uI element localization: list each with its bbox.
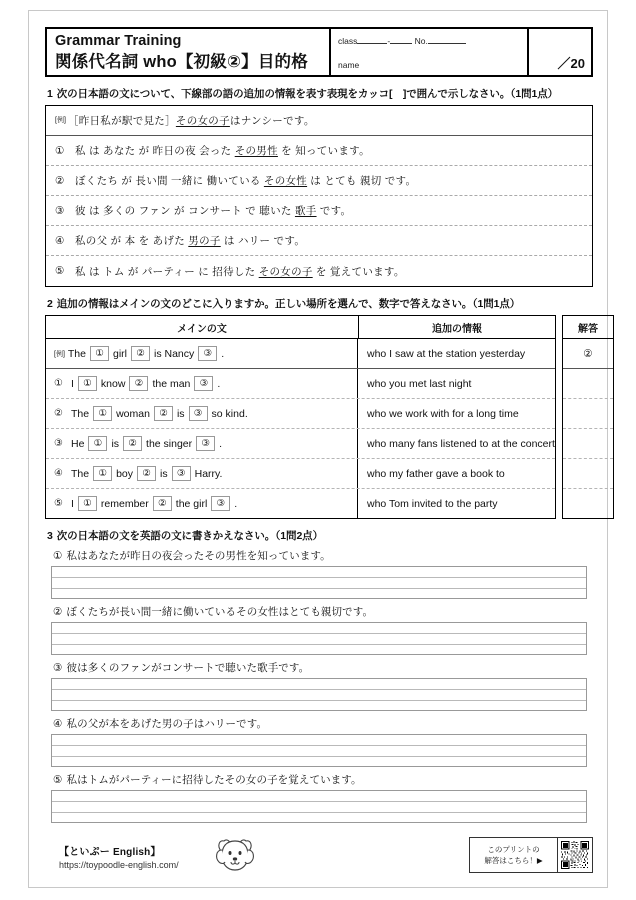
section1-box <box>45 105 593 287</box>
slot-1[interactable]: ① <box>78 496 97 511</box>
question-text <box>53 548 593 563</box>
writing-line <box>52 802 586 813</box>
writing-line <box>52 735 586 746</box>
writing-line <box>52 791 586 802</box>
slot-2[interactable]: ② <box>129 376 148 391</box>
sentence-word: is Nancy <box>154 347 195 360</box>
no-blank[interactable] <box>428 43 466 44</box>
column-header-answer: 解答 <box>563 316 613 339</box>
writing-line <box>52 645 586 656</box>
slot-2[interactable]: ② <box>154 406 173 421</box>
sentence-word: I <box>71 377 74 390</box>
writing-line <box>52 634 586 645</box>
slot-3[interactable]: ③ <box>189 406 208 421</box>
row-number: ① <box>55 144 65 157</box>
row-number: ⑤ <box>54 498 63 509</box>
slot-3: ③ <box>198 346 217 361</box>
class-number-line <box>338 36 466 46</box>
section1-row[interactable] <box>46 166 592 196</box>
section1-example-row <box>46 106 592 136</box>
sentence-word: The <box>71 407 90 420</box>
section3-item <box>45 660 593 711</box>
writing-line <box>52 701 586 712</box>
sentence-tail: Harry. <box>194 467 223 480</box>
section1-row[interactable] <box>46 256 592 286</box>
row-text: 彼 は 多くの ファン が コンサート で 聴いた 歌手 です。 <box>75 205 352 217</box>
section2-instruction: 追加の情報はメインの文のどこに入りますか。正しい場所を選んで、数字で答えなさい。（1問1点） <box>56 298 521 310</box>
qr-code-icon <box>558 838 592 872</box>
table-row[interactable] <box>46 399 555 429</box>
row-number: ⑤ <box>55 265 65 277</box>
main-sentence <box>46 369 358 398</box>
section2-tables <box>45 315 598 519</box>
slot-1[interactable]: ① <box>78 376 97 391</box>
section2-heading <box>47 296 593 311</box>
item-japanese: 私の父が本をあげた男の子はハリーです。 <box>66 718 268 730</box>
writing-line <box>52 757 586 768</box>
slot-2[interactable]: ② <box>153 496 172 511</box>
column-header-additional: 追加の情報 <box>431 323 482 335</box>
section3-instruction: 次の日本語の文を英語の文に書きかえなさい。（1問2点） <box>56 530 323 542</box>
student-info-block <box>331 29 529 75</box>
worksheet-page <box>28 10 608 888</box>
sentence-word: girl <box>112 347 127 360</box>
score-total: ／20 <box>557 56 585 71</box>
answer-cell[interactable] <box>563 429 613 459</box>
sentence-word: is <box>111 437 120 450</box>
section2-main-table <box>45 315 556 519</box>
column-header-main: メインの文 <box>46 316 359 338</box>
additional-info: who many fans listened to at the concert <box>367 437 555 450</box>
sentence-period: . <box>219 437 223 450</box>
section2-answer-table <box>562 315 614 519</box>
name-line[interactable] <box>338 60 359 70</box>
answer-writing-box[interactable] <box>51 678 587 711</box>
section3-item <box>45 604 593 655</box>
row-number: ② <box>55 174 65 187</box>
section1-instruction: 次の日本語の文について、下線部の語の追加の情報を表す表現をカッコ[ ]で囲んで示しなさい。（1問1点） <box>56 88 559 100</box>
worksheet-footer <box>45 831 593 881</box>
row-number: ④ <box>54 468 63 479</box>
row-text: 私の父 が 本 を あげた 男の子 は ハリー です。 <box>75 235 306 247</box>
brand-url: https://toypoodle-english.com/ <box>59 860 179 870</box>
sentence-period: . <box>221 347 225 360</box>
section1-row[interactable] <box>46 196 592 226</box>
sentence-period: . <box>217 377 221 390</box>
section3-item <box>45 548 593 599</box>
sentence-tail: so kind. <box>211 407 248 420</box>
table-row[interactable] <box>46 369 555 399</box>
section3-item <box>45 716 593 767</box>
title-english: Grammar Training <box>55 33 182 49</box>
section2-number: 2 <box>47 298 53 310</box>
answer-writing-box[interactable] <box>51 790 587 823</box>
example-marker: [例] <box>54 350 65 358</box>
section1-number: 1 <box>47 88 53 100</box>
sentence-word: know <box>100 377 126 390</box>
table-row[interactable] <box>46 429 555 459</box>
main-sentence <box>46 399 358 428</box>
slot-2: ② <box>131 346 150 361</box>
class-separator: - <box>387 36 391 46</box>
row-text: ぼくたち が 長い間 一緒に 働いている その女性 は とても 親切 です。 <box>75 175 417 187</box>
slot-1[interactable]: ① <box>88 436 107 451</box>
writing-line <box>52 746 586 757</box>
section1-heading <box>47 86 593 101</box>
example-additional-info: who I saw at the station yesterday <box>367 347 526 360</box>
question-text <box>53 772 593 787</box>
slot-2[interactable]: ② <box>137 466 156 481</box>
no-label: No. <box>414 36 428 46</box>
answer-qr-box[interactable] <box>469 837 593 873</box>
additional-info: who we work with for a long time <box>367 407 519 420</box>
item-number: ⑤ <box>53 774 63 786</box>
row-number: ① <box>54 378 63 389</box>
item-number: ④ <box>53 718 63 730</box>
sentence-word: remember <box>100 497 149 510</box>
sentence-word: I <box>71 497 74 510</box>
writing-line <box>52 813 586 824</box>
slot-3[interactable]: ③ <box>196 436 215 451</box>
sentence-word: boy <box>116 467 134 480</box>
slot-1[interactable]: ① <box>93 406 112 421</box>
section3-item <box>45 772 593 823</box>
worksheet-content <box>45 27 598 823</box>
slot-3[interactable]: ③ <box>194 376 213 391</box>
answer-cell[interactable] <box>563 459 613 489</box>
sentence-word: The <box>71 467 90 480</box>
writing-line <box>52 567 586 578</box>
answer-cell[interactable] <box>563 399 613 429</box>
row-number: ④ <box>55 234 65 247</box>
additional-info: who Tom invited to the party <box>367 497 498 510</box>
sentence-word: the singer <box>146 437 193 450</box>
table-row[interactable] <box>46 489 555 518</box>
section3-heading <box>47 528 593 543</box>
name-label: name <box>338 60 360 70</box>
answer-cell[interactable] <box>563 369 613 399</box>
class-blank-2[interactable] <box>390 43 412 44</box>
item-number: ② <box>53 606 63 618</box>
section1-row[interactable] <box>46 226 592 256</box>
slot-3[interactable]: ③ <box>172 466 191 481</box>
class-blank[interactable] <box>357 43 387 44</box>
item-number: ① <box>53 550 63 562</box>
title-japanese: 関係代名詞 who【初級②】目的格 <box>55 53 308 71</box>
row-text: 私 は あなた が 昨日の夜 会った その男性 を 知っています。 <box>75 145 370 157</box>
writing-line <box>52 578 586 589</box>
qr-caption <box>470 838 558 872</box>
table-row[interactable] <box>46 459 555 489</box>
sentence-period: . <box>234 497 238 510</box>
section1-row[interactable] <box>46 136 592 166</box>
example-text: ［昨日私が駅で見た］その女の子はナンシーです。 <box>67 115 315 127</box>
row-number: ③ <box>54 438 63 449</box>
row-number: ② <box>54 408 63 419</box>
table-header-row <box>46 316 555 339</box>
answer-writing-box[interactable] <box>51 734 587 767</box>
item-japanese: 私はトムがパーティーに招待したその女の子を覚えています。 <box>66 774 362 786</box>
example-main-sentence <box>46 339 358 368</box>
brand-name: 【といぷー English】 <box>59 847 161 858</box>
answer-cell-example: ② <box>563 339 613 369</box>
row-text: 私 は トム が パーティー に 招待した その女の子 を 覚えています。 <box>75 265 405 278</box>
writing-line <box>52 679 586 690</box>
main-sentence <box>46 459 358 488</box>
sentence-word: is <box>160 467 168 480</box>
sentence-word: the girl <box>175 497 208 510</box>
additional-info: who you met last night <box>367 377 472 390</box>
sentence-word: He <box>71 437 85 450</box>
writing-line <box>52 690 586 701</box>
main-sentence <box>46 489 358 518</box>
answer-writing-box[interactable] <box>51 622 587 655</box>
writing-line <box>52 589 586 600</box>
item-number: ③ <box>53 662 63 674</box>
score-block <box>529 29 591 75</box>
slot-1[interactable]: ① <box>93 466 112 481</box>
row-number: ③ <box>55 204 65 217</box>
item-japanese: 私はあなたが昨日の夜会ったその男性を知っています。 <box>66 550 331 562</box>
sentence-word: the man <box>152 377 191 390</box>
worksheet-header <box>45 27 593 77</box>
qr-caption-line1: このプリントの <box>487 845 540 854</box>
question-text <box>53 716 593 731</box>
poodle-dog-icon <box>213 837 257 880</box>
item-japanese: 彼は多くのファンがコンサートで聴いた歌手です。 <box>66 662 310 674</box>
class-label: class <box>338 36 358 46</box>
slot-2[interactable]: ② <box>123 436 142 451</box>
section3-number: 3 <box>47 530 53 542</box>
question-text <box>53 604 593 619</box>
writing-line <box>52 623 586 634</box>
qr-caption-line2: 解答はこちら！▶ <box>484 856 543 865</box>
answer-cell[interactable] <box>563 489 613 518</box>
title-block <box>47 29 331 75</box>
item-japanese: ぼくたちが長い間一緒に働いているその女性はとても親切です。 <box>66 606 374 618</box>
slot-1: ① <box>90 346 109 361</box>
additional-info: who my father gave a book to <box>367 467 505 480</box>
example-marker: [例] <box>55 116 66 124</box>
brand-block <box>59 843 179 870</box>
slot-3[interactable]: ③ <box>211 496 230 511</box>
main-sentence <box>46 429 358 458</box>
sentence-word: The <box>67 347 86 360</box>
answer-writing-box[interactable] <box>51 566 587 599</box>
sentence-word: is <box>176 407 185 420</box>
question-text <box>53 660 593 675</box>
sentence-word: woman <box>116 407 150 420</box>
section2-example-row <box>46 339 555 369</box>
